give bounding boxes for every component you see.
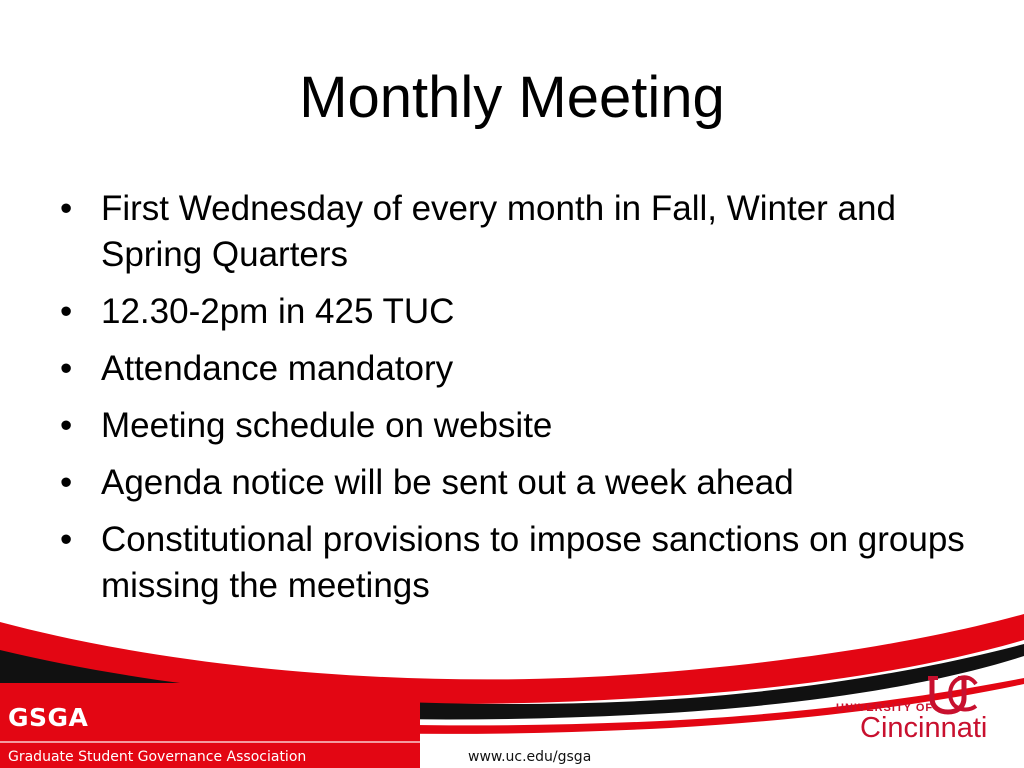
list-item xyxy=(56,517,976,609)
list-item xyxy=(56,403,976,449)
bullet-text: First Wednesday of every month in Fall, Winter and Spring Quarters xyxy=(101,189,896,274)
slide-title: Monthly Meeting xyxy=(299,65,725,130)
bullet-list xyxy=(56,186,976,620)
bullet-text: Meeting schedule on website xyxy=(101,406,553,445)
bullet-icon: • xyxy=(60,189,73,228)
organization-name: Graduate Student Governance Association xyxy=(8,749,307,765)
bullet-text: 12.30-2pm in 425 TUC xyxy=(101,292,455,331)
bullet-text: Agenda notice will be sent out a week ahead xyxy=(101,463,794,502)
bullet-text: Attendance mandatory xyxy=(101,349,454,388)
footer-url: www.uc.edu/gsga xyxy=(468,749,592,765)
bullet-icon: • xyxy=(60,520,73,559)
bullet-icon: • xyxy=(60,292,73,331)
list-item xyxy=(56,289,976,335)
list-item xyxy=(56,186,976,278)
uc-logo-line2: Cincinnati xyxy=(860,712,988,744)
bullet-text: Constitutional provisions to impose sanctions on groups missing the meetings xyxy=(101,520,965,605)
list-item xyxy=(56,460,976,506)
bullet-icon: • xyxy=(60,349,73,388)
list-item xyxy=(56,346,976,392)
uc-logo-line1: UNIVERSITY OF xyxy=(836,702,934,714)
bullet-icon: • xyxy=(60,463,73,502)
gsga-acronym: GSGA xyxy=(8,703,89,732)
bullet-icon: • xyxy=(60,406,73,445)
